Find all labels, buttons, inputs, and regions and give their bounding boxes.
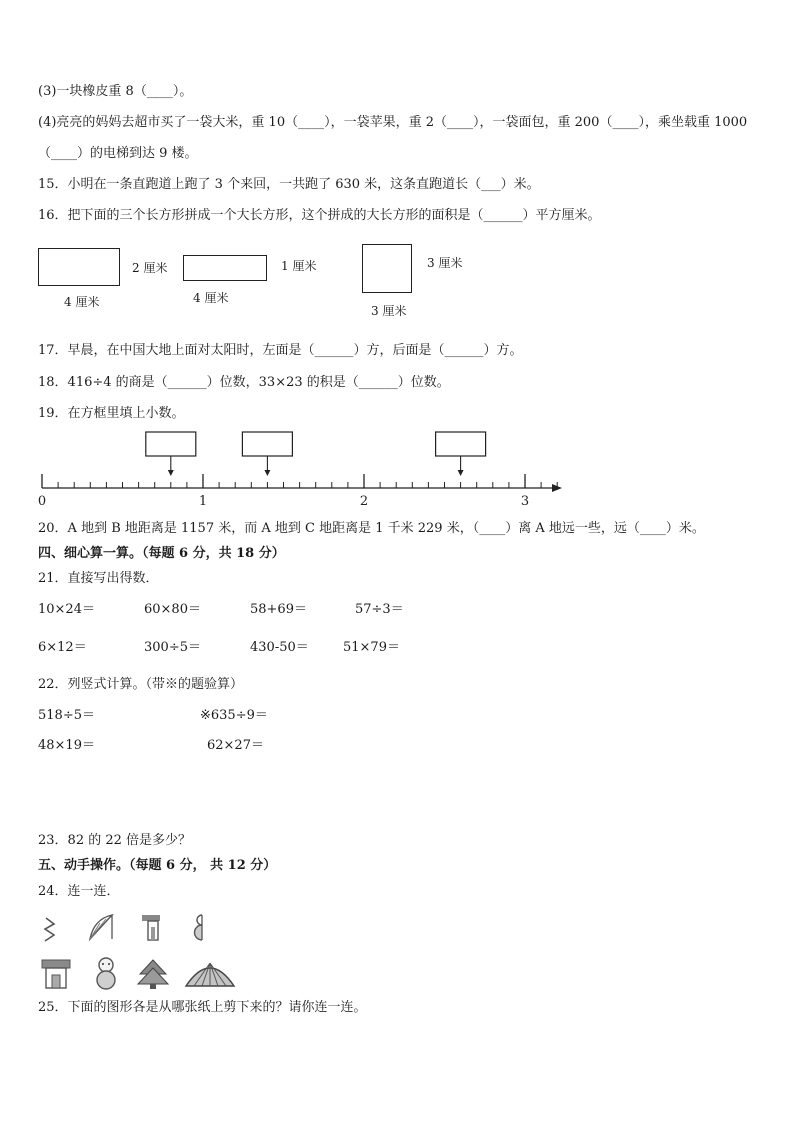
question-24: 24．连一连． (38, 884, 120, 899)
rectangle-4x1 (183, 255, 267, 281)
number-line-pointer-arrowhead (458, 470, 464, 476)
question-17: 17．早晨，在中国大地上面对太阳时，左面是（______）方，后面是（______）方。 (38, 343, 523, 358)
number-line-answer-box (146, 432, 196, 456)
half-snowman-shape-icon (192, 913, 222, 943)
question-14-4-line2: （____）的电梯到达 9 楼。 (38, 146, 198, 161)
calc21-item: 430-50＝ (250, 640, 309, 655)
half-house-shape-icon (140, 913, 170, 943)
calc22-item: 62×27＝ (207, 738, 264, 753)
calc21-item: 57÷3＝ (355, 602, 404, 617)
number-line-label: 1 (198, 494, 208, 509)
calc21-item: 6×12＝ (38, 640, 87, 655)
calc21-item: 51×79＝ (343, 640, 400, 655)
number-line-pointer-arrowhead (264, 470, 270, 476)
snowman-shape-icon (91, 956, 121, 990)
umbrella-shape-icon (184, 958, 236, 990)
rectangle-1-width-label: 4 厘米 (64, 295, 100, 309)
rectangle-2-width-label: 4 厘米 (193, 291, 229, 305)
square-width-label: 3 厘米 (371, 304, 407, 318)
number-line-answer-box (436, 432, 486, 456)
rectangle-1-height-label: 2 厘米 (132, 261, 168, 275)
question-19: 19．在方框里填上小数。 (38, 406, 185, 421)
calc22-item: 48×19＝ (38, 738, 95, 753)
calc21-item: 60×80＝ (144, 602, 201, 617)
number-line-label: 0 (37, 494, 47, 509)
house-shape-icon (40, 958, 72, 990)
half-pole-shape-icon (40, 913, 70, 943)
calc21-item: 10×24＝ (38, 602, 95, 617)
number-line-label: 2 (359, 494, 369, 509)
number-line (0, 428, 794, 508)
section-4-heading: 四、细心算一算。（每题 6 分，共 18 分） (38, 546, 285, 561)
square-3x3 (362, 244, 412, 293)
calc21-item: 58+69＝ (250, 602, 307, 617)
question-22: 22．列竖式计算。（带※的题验算） (38, 677, 244, 692)
question-20: 20．A 地到 B 地距离是 1157 米，而 A 地到 C 地距离是 1 千米 229 米，（____）离 A 地远一些，远（____）米。 (38, 521, 705, 536)
tree-shape-icon (136, 958, 170, 990)
rectangle-4x2 (38, 248, 120, 286)
calc22-item: 518÷5＝ (38, 708, 95, 723)
section-5-heading: 五、动手操作。（每题 6 分， 共 12 分） (38, 858, 277, 873)
rectangle-2-height-label: 1 厘米 (281, 259, 317, 273)
question-18: 18．416÷4 的商是（______）位数，33×23 的积是（______）位数。 (38, 375, 450, 390)
calc21-item: 300÷5＝ (144, 640, 201, 655)
number-line-label: 3 (520, 494, 530, 509)
question-25: 25．下面的图形各是从哪张纸上剪下来的？请你连一连。 (38, 1000, 367, 1015)
question-16: 16．把下面的三个长方形拼成一个大长方形，这个拼成的大长方形的面积是（______）平方厘米。 (38, 208, 601, 223)
number-line-answer-box (242, 432, 292, 456)
square-height-label: 3 厘米 (427, 256, 463, 270)
question-14-4-line1: (4)亮亮的妈妈去超市买了一袋大米，重 10（____），一袋苹果，重 2（____），一袋面包，重 200（____），乘坐载重 1000 (38, 115, 748, 130)
half-umbrella-shape-icon (88, 913, 118, 943)
question-15: 15．小明在一条直跑道上跑了 3 个来回，一共跑了 630 米，这条直跑道长（___）米。 (38, 177, 540, 192)
question-23: 23．82 的 22 倍是多少？ (38, 833, 192, 848)
question-21: 21．直接写出得数． (38, 571, 159, 586)
question-14-3: (3)一块橡皮重 8（____）。 (38, 84, 193, 99)
calc22-item: ※635÷9＝ (200, 708, 268, 723)
number-line-pointer-arrowhead (168, 470, 174, 476)
